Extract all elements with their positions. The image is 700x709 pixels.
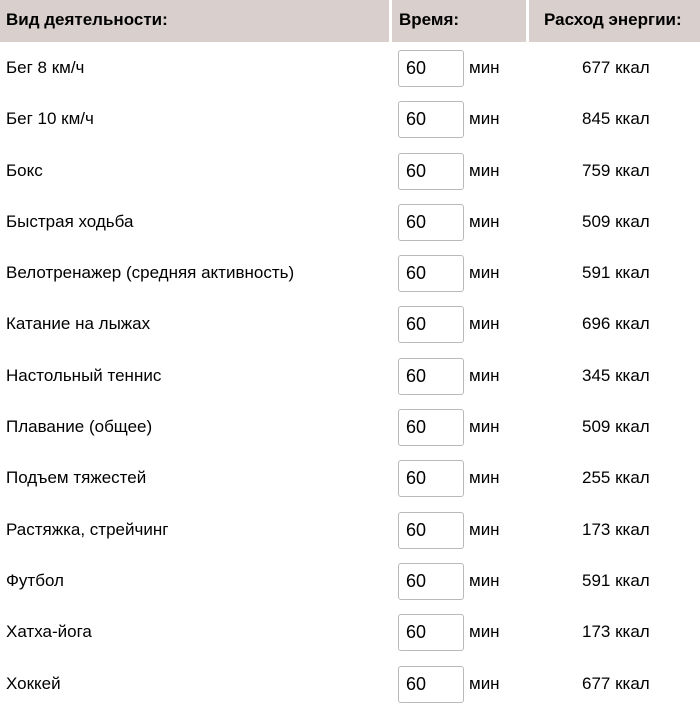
header-energy: Расход энергии:: [529, 0, 700, 42]
activity-name: Подъем тяжестей: [6, 468, 147, 488]
minutes-input[interactable]: [398, 460, 464, 497]
minutes-unit: мин: [469, 109, 500, 129]
energy-value: 591 ккал: [582, 263, 650, 283]
energy-value: 845 ккал: [582, 109, 650, 129]
energy-value: 345 ккал: [582, 365, 650, 385]
table-row: [0, 93, 700, 144]
table-row: [0, 401, 700, 452]
energy-value: 591 ккал: [582, 570, 650, 590]
table-row: [0, 606, 700, 657]
table-row: [0, 298, 700, 349]
table-row: [0, 504, 700, 555]
table-row: [0, 452, 700, 503]
minutes-unit: мин: [469, 211, 500, 231]
minutes-input[interactable]: [398, 153, 464, 190]
table-row: [0, 555, 700, 606]
energy-value: 173 ккал: [582, 519, 650, 539]
activity-name: Футбол: [6, 570, 64, 590]
minutes-unit: мин: [469, 58, 500, 77]
energy-value: 509 ккал: [582, 417, 650, 437]
table-row: [0, 350, 700, 401]
minutes-input[interactable]: [398, 358, 464, 395]
minutes-input[interactable]: [398, 50, 464, 87]
header-time: Время:: [392, 0, 526, 42]
minutes-unit: мин: [469, 160, 500, 180]
minutes-unit: мин: [469, 519, 500, 539]
energy-value: 759 ккал: [582, 160, 650, 180]
energy-value: 677 ккал: [582, 58, 650, 77]
activity-name: Бег 10 км/ч: [6, 109, 94, 129]
energy-value: 255 ккал: [582, 468, 650, 488]
minutes-unit: мин: [469, 673, 500, 693]
activity-name: Плавание (общее): [6, 417, 153, 437]
minutes-input[interactable]: [398, 409, 464, 446]
minutes-input[interactable]: [398, 204, 464, 241]
minutes-unit: мин: [469, 314, 500, 334]
energy-value: 696 ккал: [582, 314, 650, 334]
activity-name: Бег 8 км/ч: [6, 58, 85, 77]
energy-value: 509 ккал: [582, 211, 650, 231]
activity-name: Настольный теннис: [6, 365, 162, 385]
minutes-unit: мин: [469, 417, 500, 437]
energy-value: 173 ккал: [582, 622, 650, 642]
header-activity: Вид деятельности:: [0, 0, 389, 42]
activity-name: Бокс: [6, 160, 43, 180]
minutes-input[interactable]: [398, 614, 464, 651]
activity-name: Хатха-йога: [6, 622, 92, 642]
activity-name: Быстрая ходьба: [6, 211, 134, 231]
minutes-input[interactable]: [398, 101, 464, 138]
table-header: [0, 0, 700, 42]
activity-name: Велотренажер (средняя активность): [6, 263, 295, 283]
minutes-unit: мин: [469, 263, 500, 283]
minutes-unit: мин: [469, 622, 500, 642]
minutes-input[interactable]: [398, 306, 464, 343]
table-row: [0, 196, 700, 247]
table-row: [0, 658, 700, 709]
minutes-input[interactable]: [398, 512, 464, 549]
table-row: [0, 145, 700, 196]
activity-name: Катание на лыжах: [6, 314, 151, 334]
minutes-unit: мин: [469, 365, 500, 385]
minutes-input[interactable]: [398, 666, 464, 703]
table-row: [0, 247, 700, 298]
activity-name: Растяжка, стрейчинг: [6, 519, 169, 539]
activity-name: Хоккей: [6, 673, 61, 693]
minutes-input[interactable]: [398, 563, 464, 600]
table-row: [0, 42, 700, 93]
minutes-input[interactable]: [398, 255, 464, 292]
minutes-unit: мин: [469, 468, 500, 488]
minutes-unit: мин: [469, 570, 500, 590]
energy-value: 677 ккал: [582, 673, 650, 693]
